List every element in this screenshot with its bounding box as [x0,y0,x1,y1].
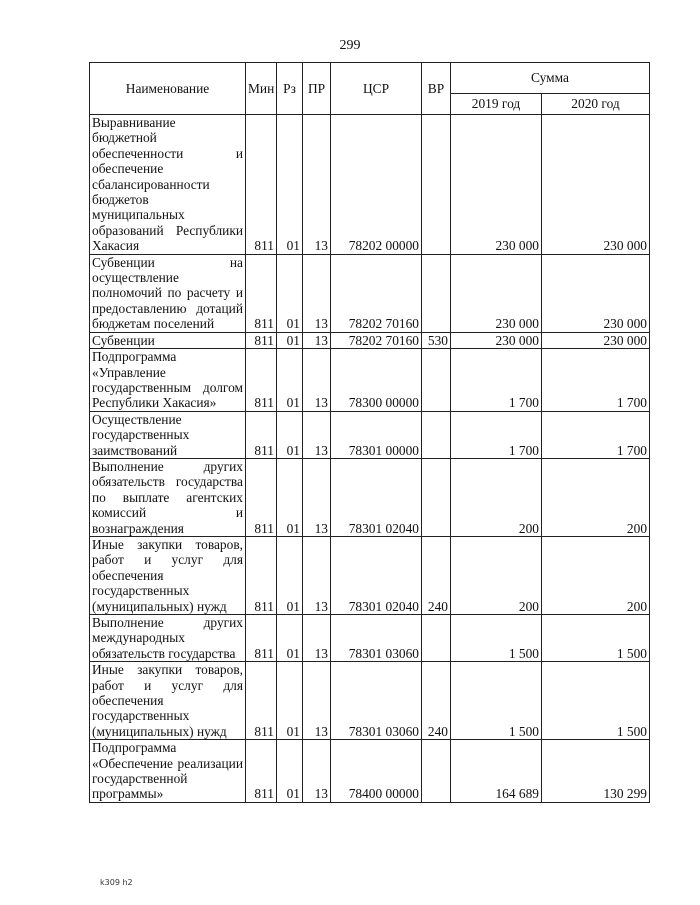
cell-csr: 78301 02040 [331,536,422,614]
table-row [90,349,650,412]
cell-csr: 78202 00000 [331,115,422,255]
header-vr: ВР [422,63,451,115]
cell-sum-2019: 1 500 [451,662,542,740]
cell-sum-2020: 130 299 [542,740,650,803]
cell-rz: 01 [277,615,303,662]
cell-pr: 13 [303,411,331,458]
cell-sum-2020: 200 [542,458,650,536]
cell-vr: 240 [422,536,451,614]
table-row [90,536,650,614]
cell-rz: 01 [277,411,303,458]
cell-min: 811 [246,536,277,614]
cell-vr [422,615,451,662]
cell-name: Подпрограмма «Обеспечение реализации государственной программы» [90,740,246,803]
cell-csr: 78202 70160 [331,254,422,332]
cell-sum-2020: 230 000 [542,254,650,332]
cell-name: Выравнивание бюджетной обеспеченности и обеспечение сбалансированности бюджетов муниципальных образований Республики Хакасия [90,115,246,255]
cell-csr: 78301 02040 [331,458,422,536]
cell-sum-2019: 1 700 [451,411,542,458]
table-row [90,740,650,803]
cell-min: 811 [246,740,277,803]
cell-rz: 01 [277,349,303,412]
cell-rz: 01 [277,115,303,255]
cell-csr: 78202 70160 [331,332,422,348]
cell-sum-2020: 230 000 [542,332,650,348]
page-footer-code: k309 h2 [100,878,133,887]
cell-min: 811 [246,349,277,412]
cell-vr: 240 [422,662,451,740]
cell-sum-2019: 1 700 [451,349,542,412]
cell-vr: 530 [422,332,451,348]
cell-sum-2019: 200 [451,458,542,536]
cell-csr: 78301 00000 [331,411,422,458]
cell-name: Иные закупки товаров, работ и услуг для обеспечения государственных (муниципальных) нужд [90,536,246,614]
cell-vr [422,115,451,255]
cell-min: 811 [246,615,277,662]
header-pr: ПР [303,63,331,115]
table-row [90,662,650,740]
cell-min: 811 [246,411,277,458]
header-year-2020: 2020 год [542,94,650,115]
cell-pr: 13 [303,740,331,803]
header-min: Мин [246,63,277,115]
cell-sum-2020: 1 500 [542,615,650,662]
cell-name: Иные закупки товаров, работ и услуг для обеспечения государственных (муниципальных) нужд [90,662,246,740]
cell-sum-2019: 230 000 [451,254,542,332]
table-row [90,411,650,458]
cell-rz: 01 [277,536,303,614]
cell-rz: 01 [277,254,303,332]
cell-vr [422,411,451,458]
cell-pr: 13 [303,332,331,348]
cell-csr: 78400 00000 [331,740,422,803]
header-year-2019: 2019 год [451,94,542,115]
table-row [90,615,650,662]
table-header [90,63,650,115]
header-csr: ЦСР [331,63,422,115]
cell-sum-2020: 1 500 [542,662,650,740]
cell-pr: 13 [303,254,331,332]
cell-pr: 13 [303,536,331,614]
cell-sum-2020: 1 700 [542,411,650,458]
cell-pr: 13 [303,115,331,255]
cell-sum-2019: 1 500 [451,615,542,662]
cell-sum-2019: 200 [451,536,542,614]
cell-sum-2019: 230 000 [451,115,542,255]
header-name: Наименование [90,63,246,115]
cell-rz: 01 [277,662,303,740]
table-body [90,115,650,803]
table-row [90,332,650,348]
cell-min: 811 [246,458,277,536]
cell-csr: 78300 00000 [331,349,422,412]
page-number: 299 [339,38,361,53]
cell-rz: 01 [277,458,303,536]
budget-table [89,62,650,803]
cell-sum-2020: 230 000 [542,115,650,255]
cell-vr [422,740,451,803]
cell-min: 811 [246,332,277,348]
cell-pr: 13 [303,458,331,536]
cell-sum-2020: 200 [542,536,650,614]
cell-pr: 13 [303,662,331,740]
table-row [90,115,650,255]
cell-csr: 78301 03060 [331,615,422,662]
cell-name: Осуществление государственных заимствований [90,411,246,458]
header-sum: Сумма [451,63,650,94]
cell-pr: 13 [303,349,331,412]
table-row [90,458,650,536]
cell-sum-2020: 1 700 [542,349,650,412]
cell-min: 811 [246,662,277,740]
cell-vr [422,349,451,412]
header-rz: Рз [277,63,303,115]
cell-min: 811 [246,254,277,332]
cell-vr [422,254,451,332]
cell-name: Подпрограмма «Управление государственным долгом Республики Хакасия» [90,349,246,412]
cell-rz: 01 [277,740,303,803]
cell-vr [422,458,451,536]
cell-csr: 78301 03060 [331,662,422,740]
cell-min: 811 [246,115,277,255]
cell-name: Выполнение других обязательств государства по выплате агентских комиссий и вознаграждения [90,458,246,536]
cell-name: Субвенции [90,332,246,348]
cell-sum-2019: 230 000 [451,332,542,348]
cell-rz: 01 [277,332,303,348]
cell-name: Выполнение других международных обязательств государства [90,615,246,662]
cell-sum-2019: 164 689 [451,740,542,803]
cell-name: Субвенции на осуществление полномочий по расчету и предоставлению дотаций бюджетам поселений [90,254,246,332]
table-row [90,254,650,332]
cell-pr: 13 [303,615,331,662]
